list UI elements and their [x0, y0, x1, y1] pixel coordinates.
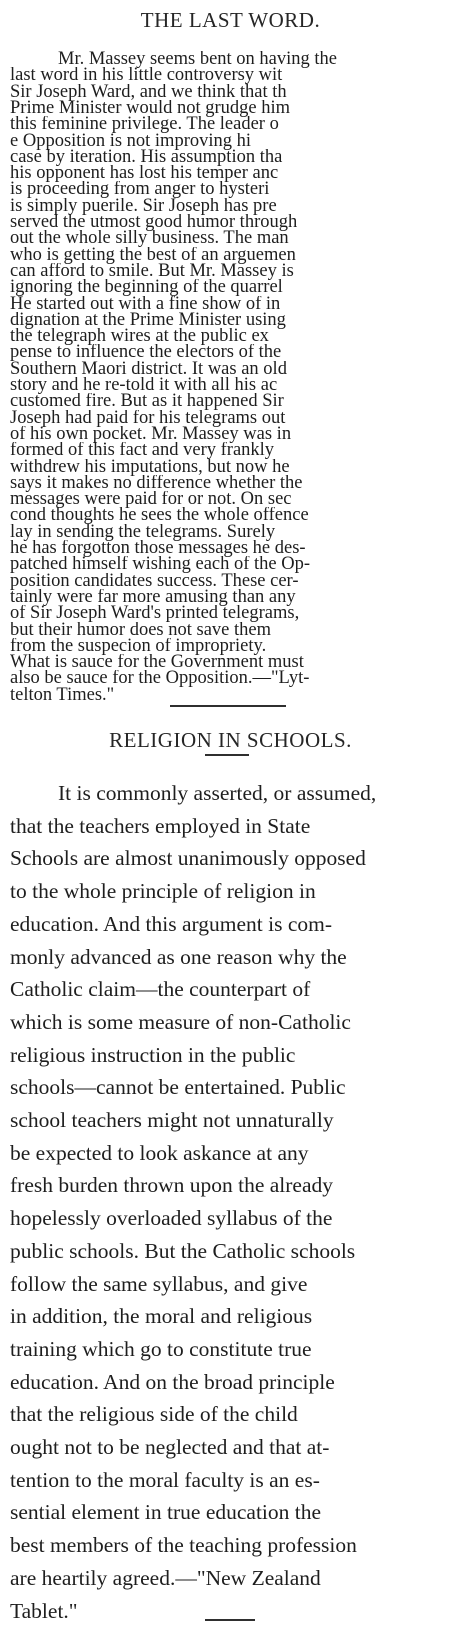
text-line: is proceeding from anger to hysteri [10, 181, 270, 199]
article-title-religion-in-schools: RELIGION IN SCHOOLS. [109, 728, 352, 752]
text-line: He started out with a fine show of in [10, 295, 281, 313]
text-line: cond thoughts he sees the whole offence [10, 507, 309, 525]
text-line: best members of the teaching profession [10, 1533, 357, 1558]
text-line: ought not to be neglected and that at- [10, 1435, 330, 1459]
text-line: ignoring the beginning of the quarrel [10, 279, 283, 297]
text-line: he has forgotton those messages he des- [10, 540, 306, 557]
text-line: to the whole principle of religion in [10, 879, 316, 904]
text-line: Southern Maori district. It was an old [10, 360, 287, 378]
text-line: public schools. But the Catholic schools [10, 1238, 356, 1263]
text-line: but their humor does not save them [10, 621, 272, 639]
text-line: Schools are almost unanimously opposed [10, 846, 366, 871]
text-line: sential element in true education the [10, 1500, 322, 1525]
text-line: Joseph had paid for his telegrams out [10, 409, 286, 427]
text-line: Sir Joseph Ward, and we think that th [10, 83, 287, 101]
text-line: religious instruction in the public [10, 1042, 296, 1067]
text-line: hopelessly overloaded syllabus of the [10, 1206, 333, 1231]
divider-rule-bottom [205, 1619, 255, 1621]
text-line: e Opposition is not improving hi [10, 132, 252, 150]
text-line: also be sauce for the Opposition.—"Lyt- [10, 670, 310, 688]
divider-rule [170, 705, 286, 707]
text-line: education. And on the broad principle [10, 1369, 335, 1394]
text-line: position candidates success. These cer- [10, 572, 299, 590]
text-line: monly advanced as one reason why the [10, 944, 347, 969]
text-line: Tablet." [10, 1598, 78, 1623]
text-line: in addition, the moral and religious [10, 1304, 313, 1329]
text-line: that the teachers employed in State [10, 813, 311, 838]
text-line: school teachers might not unnaturally [10, 1108, 334, 1132]
text-line: telton Times." [10, 686, 115, 704]
text-line: Catholic claim—the counterpart of [10, 977, 311, 1002]
text-line: the telegraph wires at the public ex [10, 328, 269, 346]
text-line: is simply puerile. Sir Joseph has pre [10, 197, 277, 215]
text-line: served the utmost good humor through [10, 214, 298, 231]
title-underline-rule [205, 754, 249, 756]
text-line: Mr. Massey seems bent on having the [58, 51, 337, 68]
text-line: follow the same syllabus, and give [10, 1271, 308, 1296]
text-line: of his own pocket. Mr. Massey was in [10, 425, 292, 443]
text-line: withdrew his imputations, but now he [10, 458, 290, 476]
text-line: tention to the moral faculty is an es- [10, 1467, 320, 1492]
text-line: of Sir Joseph Ward's printed telegrams, [10, 605, 300, 623]
text-line: that the religious side of the child [10, 1402, 298, 1427]
text-line: from the suspecion of impropriety. [10, 637, 267, 655]
text-line: tainly were far more amusing than any [10, 588, 296, 606]
text-line: last word in his little controversy wit [10, 67, 283, 85]
text-line: Prime Minister would not grudge him [10, 99, 291, 117]
text-line: fresh burden thrown upon the already [10, 1173, 333, 1198]
text-line: formed of this fact and very frankly [10, 442, 275, 460]
text-line: who is getting the best of an arguemen [10, 246, 296, 264]
text-line: education. And this argument is com- [10, 911, 333, 936]
text-line: this feminine privilege. The leader o [10, 116, 279, 134]
text-line: case by iteration. His assumption tha [10, 148, 283, 166]
text-line: story and he re-told it with all his ac [10, 377, 278, 394]
text-line: training which go to constitute true [10, 1336, 312, 1361]
text-line: be expected to look askance at any [10, 1140, 309, 1165]
text-line: messages were paid for or not. On sec [10, 491, 292, 509]
text-line: What is sauce for the Government must [10, 654, 304, 672]
text-line: says it makes no difference whether the [10, 474, 303, 492]
text-line: which is some measure of non-Catholic [10, 1009, 351, 1034]
text-line: his opponent has lost his temper anc [10, 165, 279, 183]
text-line: customed fire. But as it happened Sir [10, 393, 284, 411]
text-line: pense to influence the electors of the [10, 344, 282, 362]
text-line: schools—cannot be entertained. Public [10, 1075, 346, 1100]
text-line: can afford to smile. But Mr. Massey is [10, 262, 294, 280]
text-line: out the whole silly business. The man [10, 230, 289, 248]
text-line: It is commonly asserted, or assumed, [58, 781, 377, 805]
text-line: patched himself wishing each of the Op- [10, 556, 311, 574]
text-line: dignation at the Prime Minister using [10, 311, 286, 329]
text-line: lay in sending the telegrams. Surely [10, 523, 276, 541]
text-line: are heartily agreed.—"New Zealand [10, 1565, 321, 1590]
article-title-last-word: THE LAST WORD. [140, 8, 321, 32]
